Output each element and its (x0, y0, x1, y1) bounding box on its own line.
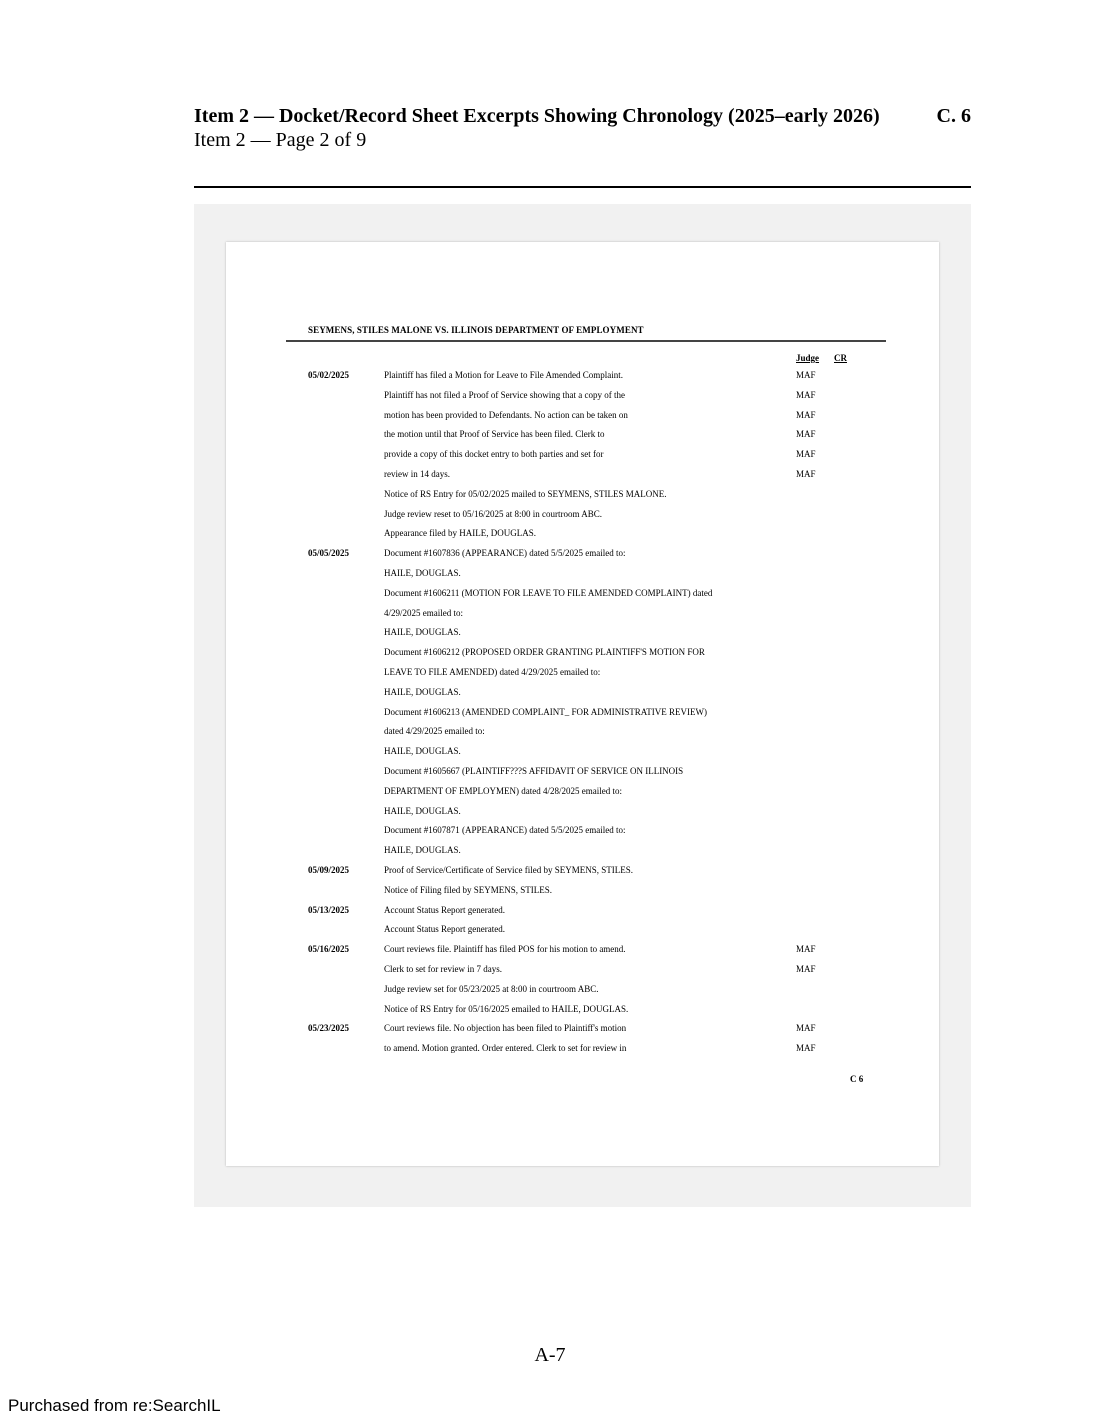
docket-entry-row (0, 370, 1100, 390)
entry-text: provide a copy of this docket entry to both parties and set for (384, 449, 604, 460)
docket-entry-row (0, 469, 1100, 489)
docket-entry-row (0, 429, 1100, 449)
entry-judge: MAF (796, 964, 816, 974)
docket-entry-row (0, 825, 1100, 845)
entry-text: Account Status Report generated. (384, 904, 505, 915)
docket-entry-row (0, 964, 1100, 984)
entry-judge: MAF (796, 429, 816, 440)
docket-entry-row (0, 726, 1100, 746)
docket-entry-row (0, 1023, 1100, 1043)
entry-date: 05/13/2025 (308, 904, 350, 915)
header-subtitle: Item 2 — Page 2 of 9 (194, 129, 367, 151)
header-title: Item 2 — Docket/Record Sheet Excerpts Showing Chronology (2025–early 2026) (194, 105, 880, 127)
docket-entry-row (0, 746, 1100, 766)
docket-entry-row (0, 806, 1100, 826)
column-header-cr: CR (834, 353, 847, 363)
entry-text: Document #1606211 (MOTION FOR LEAVE TO FILE AMENDED COMPLAINT) dated (384, 587, 713, 598)
entry-text: HAILE, DOUGLAS. (384, 686, 461, 697)
entry-judge: MAF (796, 370, 816, 380)
header-divider (194, 186, 971, 188)
entry-text: HAILE, DOUGLAS. (384, 568, 461, 578)
docket-entry-row (0, 627, 1100, 647)
docket-entry-row (0, 410, 1100, 430)
docket-entry-row (0, 647, 1100, 667)
entry-judge: MAF (796, 469, 816, 479)
case-title-divider (286, 340, 886, 342)
column-header-judge: Judge (796, 353, 820, 363)
entry-text: Court reviews file. No objection has been filed to Plaintiff's motion (384, 1023, 627, 1034)
case-title: SEYMENS, STILES MALONE VS. ILLINOIS DEPARTMENT OF EMPLOYMENT (308, 325, 644, 335)
entry-text: HAILE, DOUGLAS. (384, 627, 461, 638)
docket-entry-row (0, 588, 1100, 608)
header-code: C. 6 (936, 105, 971, 127)
entry-text: DEPARTMENT OF EMPLOYMEN) dated 4/28/2025 emailed to: (384, 785, 622, 796)
entry-text: Plaintiff has filed a Motion for Leave to File Amended Complaint. (384, 370, 624, 380)
docket-entry-row (0, 509, 1100, 529)
entry-text: Plaintiff has not filed a Proof of Service showing that a copy of the (384, 389, 626, 400)
entry-text: LEAVE TO FILE AMENDED) dated 4/29/2025 emailed to: (384, 667, 601, 677)
docket-entry-row (0, 766, 1100, 786)
docket-entry-row (0, 390, 1100, 410)
entry-text: the motion until that Proof of Service has been filed. Clerk to (384, 429, 605, 440)
entry-text: Judge review set for 05/23/2025 at 8:00 in courtroom ABC. (384, 983, 599, 994)
entry-date: 05/05/2025 (308, 548, 350, 559)
entry-judge: MAF (796, 409, 816, 420)
entry-text: Judge review reset to 05/16/2025 at 8:00 in courtroom ABC. (384, 508, 602, 519)
docket-entry-row (0, 1043, 1100, 1063)
purchased-notice: Purchased from re:SearchIL (8, 1396, 221, 1415)
docket-entry-row (0, 707, 1100, 727)
entry-judge: MAF (796, 944, 816, 955)
docket-entry-row (0, 449, 1100, 469)
entry-text: Notice of Filing filed by SEYMENS, STILES. (384, 884, 552, 895)
entry-date: 05/23/2025 (308, 1023, 350, 1034)
docket-entry-row (0, 924, 1100, 944)
entry-judge: MAF (796, 449, 816, 460)
footer-page-label: A-7 (534, 1344, 566, 1366)
docket-entry-row (0, 845, 1100, 865)
entry-text: Notice of RS Entry for 05/16/2025 emailed to HAILE, DOUGLAS. (384, 1003, 629, 1014)
entry-text: review in 14 days. (384, 469, 450, 479)
entry-text: Document #1607871 (APPEARANCE) dated 5/5/2025 emailed to: (384, 825, 626, 836)
docket-entry-row (0, 786, 1100, 806)
docket-entry-row (0, 667, 1100, 687)
entry-text: Appearance filed by HAILE, DOUGLAS. (384, 528, 536, 539)
entry-text: Document #1607836 (APPEARANCE) dated 5/5/2025 emailed to: (384, 548, 626, 559)
docket-entry-row (0, 984, 1100, 1004)
entry-text: Document #1605667 (PLAINTIFF???S AFFIDAVIT OF SERVICE ON ILLINOIS (384, 766, 684, 776)
entry-text: HAILE, DOUGLAS. (384, 746, 461, 757)
entry-text: motion has been provided to Defendants. No action can be taken on (384, 409, 628, 420)
entry-text: Court reviews file. Plaintiff has filed POS for his motion to amend. (384, 944, 626, 955)
docket-entry-row (0, 568, 1100, 588)
entry-text: dated 4/29/2025 emailed to: (384, 726, 485, 737)
entry-judge: MAF (796, 1043, 816, 1054)
docket-entry-row (0, 865, 1100, 885)
entry-text: HAILE, DOUGLAS. (384, 805, 461, 816)
docket-entry-row (0, 1004, 1100, 1024)
entry-text: HAILE, DOUGLAS. (384, 845, 461, 856)
docket-entry-row (0, 885, 1100, 905)
docket-entry-row (0, 944, 1100, 964)
entry-text: 4/29/2025 emailed to: (384, 607, 463, 618)
docket-entry-row (0, 608, 1100, 628)
entry-date: 05/16/2025 (308, 944, 350, 955)
entry-text: Account Status Report generated. (384, 924, 505, 935)
page-header (194, 104, 971, 152)
sheet-page-code: C 6 (850, 1074, 864, 1084)
entry-text: Document #1606212 (PROPOSED ORDER GRANTING PLAINTIFF'S MOTION FOR (384, 647, 705, 658)
entry-text: to amend. Motion granted. Order entered. Clerk to set for review in (384, 1043, 627, 1054)
entry-text: Notice of RS Entry for 05/02/2025 mailed to SEYMENS, STILES MALONE. (384, 488, 667, 499)
entry-date: 05/02/2025 (308, 370, 350, 380)
entry-date: 05/09/2025 (308, 865, 350, 875)
docket-entry-row (0, 687, 1100, 707)
entry-judge: MAF (796, 389, 816, 400)
entry-judge: MAF (796, 1023, 816, 1034)
entry-text: Proof of Service/Certificate of Service filed by SEYMENS, STILES. (384, 865, 633, 875)
docket-entry-row (0, 489, 1100, 509)
docket-entry-row (0, 905, 1100, 925)
entry-text: Document #1606213 (AMENDED COMPLAINT_ FOR ADMINISTRATIVE REVIEW) (384, 706, 707, 717)
docket-entry-row (0, 548, 1100, 568)
docket-entry-row (0, 528, 1100, 548)
entry-text: Clerk to set for review in 7 days. (384, 964, 502, 974)
